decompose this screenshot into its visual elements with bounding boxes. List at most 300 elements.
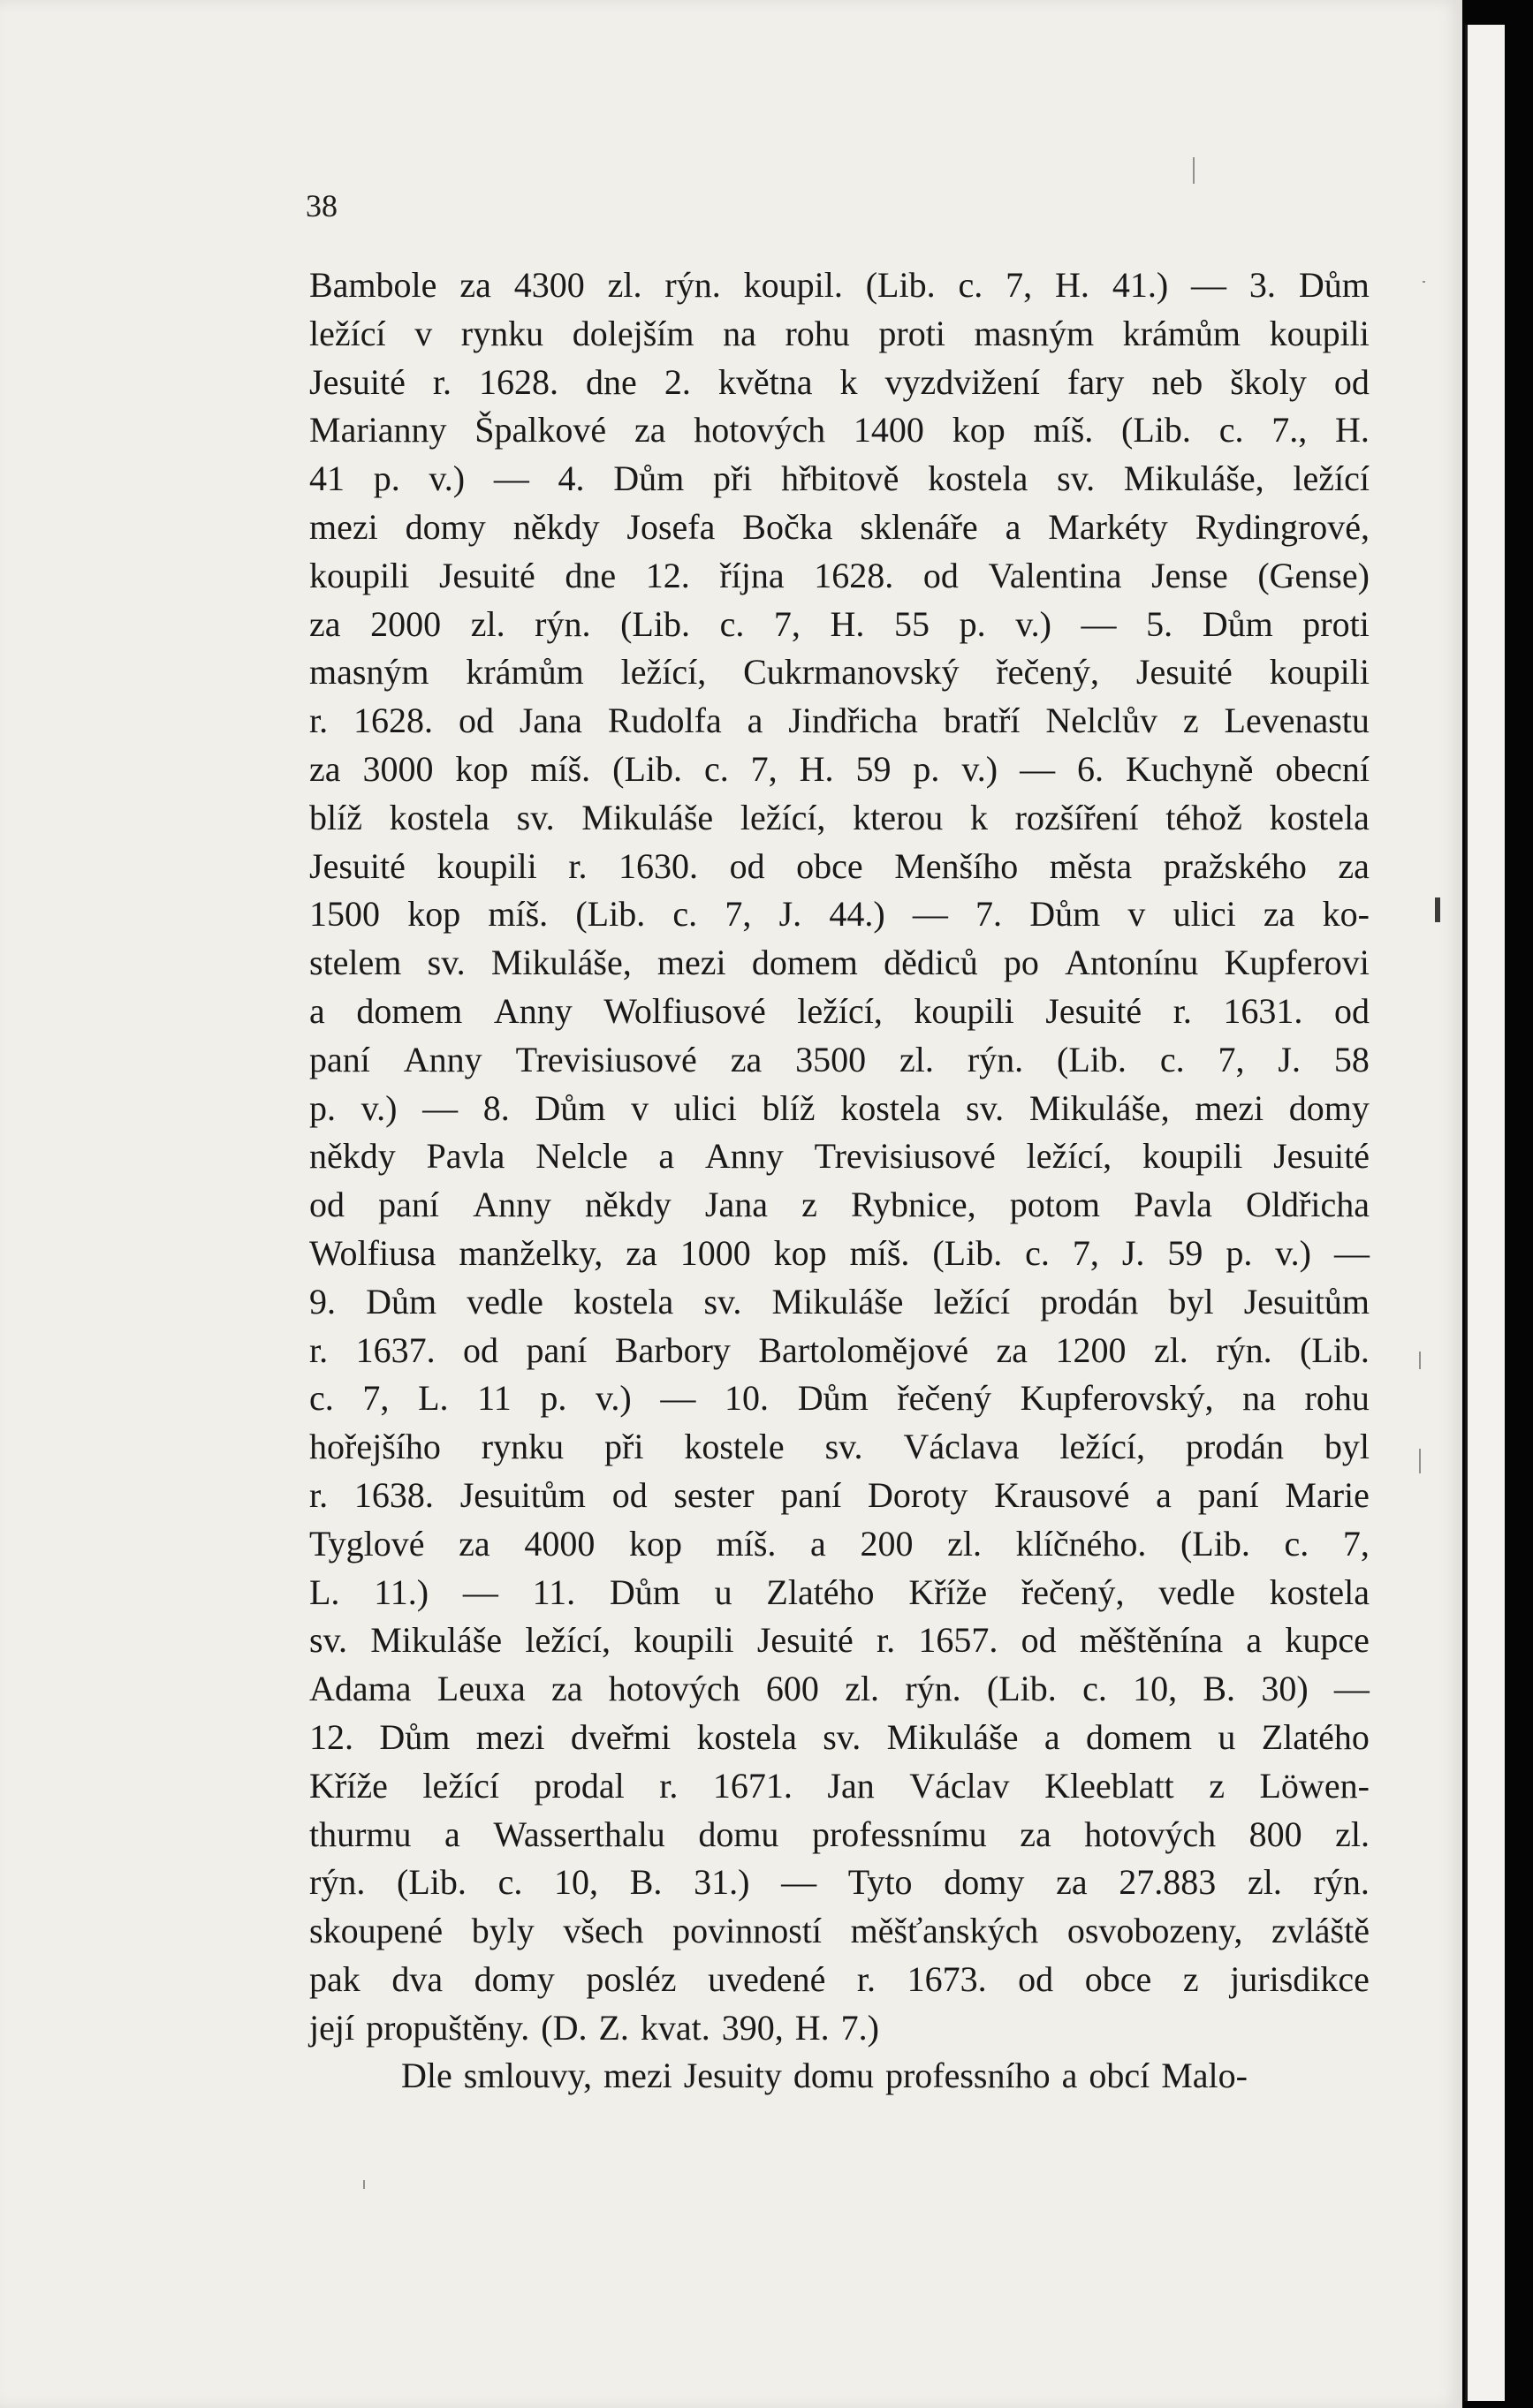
word: 1657. [918, 1620, 998, 1661]
word: Cukrmanovský [743, 652, 960, 693]
word: u [714, 1571, 732, 1612]
word: — [1333, 1669, 1370, 1709]
word: rýn. [967, 1039, 1024, 1079]
word: ležící, [740, 797, 826, 837]
word: Jesuité [1045, 990, 1142, 1031]
word: Nelcle [535, 1136, 628, 1177]
word: města [1049, 845, 1133, 886]
word: p. [913, 748, 940, 789]
word: řečený, [996, 652, 1099, 693]
word: pak [309, 1958, 360, 1999]
word: 3000 [362, 748, 434, 789]
word: Pavla [1134, 1185, 1212, 1225]
word: Z. [598, 2007, 629, 2048]
word: 12. [645, 555, 690, 595]
word: Mikuláše [886, 1716, 1019, 1757]
scan-speck [1193, 157, 1195, 184]
word: Dům [366, 1281, 437, 1321]
word: 59 [855, 748, 892, 789]
word: jurisdikce [1230, 1958, 1370, 1999]
word: L. [309, 1571, 340, 1612]
word: sv. [703, 1281, 742, 1321]
word: byl [1324, 1427, 1370, 1467]
word: Jense [1151, 555, 1228, 595]
word: Krausové [994, 1474, 1130, 1515]
word: dveřmi [570, 1716, 672, 1757]
word: a [444, 1814, 460, 1854]
word: 1400 [853, 410, 924, 451]
word: 1000 [679, 1232, 751, 1273]
word: paní [526, 1329, 588, 1370]
word: pražského [1163, 845, 1307, 886]
word: (D. [541, 2007, 588, 2048]
word: koupili [914, 990, 1014, 1031]
word: za [1056, 1862, 1088, 1903]
word: c. [958, 265, 983, 305]
text-line [309, 1085, 1370, 1133]
word: Valentina [988, 555, 1122, 595]
word: Adama [309, 1669, 412, 1709]
text-line [309, 939, 1370, 988]
word: H. [1055, 265, 1089, 305]
word: kostela [1269, 1571, 1370, 1612]
word: rýn. [309, 1862, 366, 1903]
word: obce [1084, 1958, 1152, 1999]
word: měšťanských [850, 1911, 1039, 1951]
word: domy [474, 1958, 555, 1999]
word: zl. [1153, 1329, 1188, 1370]
word: kop [455, 748, 509, 789]
word: koupili [436, 845, 537, 886]
word: míš. [1033, 410, 1094, 451]
word: kostela [389, 797, 489, 837]
word: vedle [467, 1281, 543, 1321]
text-line [309, 601, 1370, 649]
word: ležící, [1026, 1136, 1112, 1177]
word: rýn. [535, 603, 591, 644]
word: Dům [535, 1087, 606, 1128]
word: prodán [1040, 1281, 1139, 1321]
word: k [969, 797, 988, 837]
word: 59 [1167, 1232, 1203, 1273]
word: povinností [672, 1911, 823, 1951]
word: obecní [1275, 748, 1370, 789]
word: mezi [475, 1716, 545, 1757]
word: po [1003, 943, 1039, 983]
word: (Lib. [1057, 1039, 1127, 1079]
word: všech [563, 1911, 644, 1951]
word: mezi [309, 506, 378, 547]
word: Nelclův [1045, 700, 1157, 741]
word: neb [1151, 361, 1203, 402]
word: Kupferovi [1224, 943, 1370, 983]
word: masným [974, 313, 1095, 353]
word: Trevisiusové [814, 1136, 996, 1177]
word: 4. [558, 458, 585, 499]
word: zvláště [1271, 1911, 1370, 1951]
word: J. [778, 894, 802, 935]
word: Jana [704, 1185, 768, 1225]
word: Mikuláše [581, 797, 714, 837]
word: ulici [673, 1087, 737, 1128]
word: sv. [823, 1716, 861, 1757]
word: fary [1067, 361, 1125, 402]
word: osvobozeny, [1066, 1911, 1243, 1951]
text-line [309, 504, 1370, 552]
word: 2000 [370, 603, 442, 644]
word: Kuchyně [1125, 748, 1254, 789]
text-line [309, 1665, 1370, 1714]
word: někdy [585, 1185, 672, 1225]
word: r. [856, 1958, 877, 1999]
word: 800 [1248, 1814, 1302, 1854]
text-line [309, 455, 1370, 504]
word: od [611, 1474, 648, 1515]
text-line [309, 1423, 1370, 1472]
word: někdy [309, 1136, 396, 1177]
text-line [309, 1374, 1370, 1423]
word: (Lib. [1180, 1523, 1250, 1564]
word: 1671. [712, 1765, 793, 1806]
word: c. [1025, 1232, 1050, 1273]
word: Mikuláše, [1123, 458, 1264, 499]
word: Špalkové [474, 410, 607, 451]
word: rohu [1304, 1378, 1370, 1419]
text-line [309, 1762, 1370, 1811]
word: 1628. [814, 555, 894, 595]
word: Malo- [1161, 2056, 1248, 2096]
word: za [730, 1039, 763, 1079]
word: a [1061, 2056, 1078, 2096]
word: Jesuité [1135, 652, 1233, 693]
text-line [309, 890, 1370, 939]
word: za [1263, 894, 1295, 935]
word: od [1333, 990, 1370, 1031]
word: Anny [493, 990, 573, 1031]
word: od [463, 1329, 499, 1370]
word: Zlatého [766, 1571, 875, 1612]
word: 55 [894, 603, 930, 644]
word: (Lib. [397, 1862, 467, 1903]
word: koupili [309, 555, 410, 595]
body-text [309, 261, 1370, 2101]
word: 41.) [1112, 265, 1169, 305]
word: kvat. [640, 2007, 710, 2048]
word: v.) [360, 1087, 398, 1128]
word: c. [309, 1378, 334, 1419]
word: paní [1197, 1474, 1259, 1515]
word: 41 [309, 458, 345, 499]
word: 1628. [479, 361, 559, 402]
word: Josefa [626, 506, 716, 547]
word: dne [565, 555, 617, 595]
word: ležící, [1059, 1427, 1145, 1467]
word: 1500 [309, 894, 380, 935]
word: při [712, 458, 753, 499]
word: r. [1173, 990, 1192, 1031]
word: c. [1082, 1669, 1107, 1709]
word: ležící [309, 313, 386, 353]
word: Markéty [1048, 506, 1168, 547]
word: z [1209, 1765, 1225, 1806]
word: kop [407, 894, 461, 935]
word: a [1044, 1716, 1060, 1757]
word: za [1020, 1814, 1051, 1854]
word: Bambole [309, 265, 437, 305]
word: p. [540, 1378, 567, 1419]
word: blíž [309, 797, 362, 837]
word: obcí [1089, 2056, 1150, 2096]
word: — [781, 1862, 817, 1903]
word: c. [1159, 1039, 1185, 1079]
word: professnímu [811, 1814, 987, 1854]
word: Bočka [742, 506, 833, 547]
word: od [1018, 1958, 1054, 1999]
word: za [1338, 845, 1370, 886]
word: L. [418, 1378, 449, 1419]
word: z [801, 1185, 817, 1225]
text-line [309, 1278, 1370, 1327]
word: B. [1203, 1669, 1236, 1709]
text-line [309, 746, 1370, 794]
text-line [309, 359, 1370, 407]
word: J. [1121, 1232, 1145, 1273]
word: Dům [797, 1378, 869, 1419]
word: 44.) [829, 894, 885, 935]
word: Tyglové [309, 1523, 425, 1564]
word: Pavla [426, 1136, 505, 1177]
word: p. [959, 603, 986, 644]
word: 7, [1072, 1232, 1099, 1273]
word: 4300 [513, 265, 585, 305]
word: Dům [1029, 894, 1101, 935]
word: 3. [1248, 265, 1276, 305]
text-line [309, 2052, 1370, 2101]
word: 11.) [374, 1571, 429, 1612]
text-line [309, 261, 1370, 310]
word: sester [673, 1474, 755, 1515]
word: Tyto [847, 1862, 913, 1903]
word: (Lib. [612, 748, 682, 789]
word: někdy [512, 506, 600, 547]
word: dědiců [884, 943, 978, 983]
text-line [309, 1907, 1370, 1956]
word: 1200 [1055, 1329, 1127, 1370]
word: řečený [897, 1378, 991, 1419]
word: ležící, [797, 990, 883, 1031]
word: 1638. [353, 1474, 434, 1515]
word: kostela [573, 1281, 674, 1321]
word: ležící, [525, 1620, 611, 1661]
word: 7, [1342, 1523, 1370, 1564]
word: v [414, 313, 433, 353]
word: krámům [466, 652, 584, 693]
word: zl. [1247, 1862, 1282, 1903]
word: c. [719, 603, 745, 644]
word: řečený, [1021, 1571, 1125, 1612]
word: kostele [684, 1427, 785, 1467]
word: Jindřicha [788, 700, 918, 741]
word: rýn. [1216, 1329, 1272, 1370]
word: — [1020, 748, 1056, 789]
word: Marianny [309, 410, 447, 451]
word: Wolfiusové [603, 990, 766, 1031]
word: ko- [1322, 894, 1370, 935]
word: Menšího [894, 845, 1019, 886]
word: Bartoloměјové [758, 1329, 969, 1370]
word: zl. [470, 603, 505, 644]
word: 9. [309, 1281, 336, 1321]
word: 1631. [1223, 990, 1303, 1031]
word: sklenáře [860, 506, 978, 547]
word: za [459, 265, 491, 305]
word: školy [1230, 361, 1307, 402]
word: prodán [1185, 1427, 1284, 1467]
word: B. [629, 1862, 663, 1903]
word: sv. [516, 797, 555, 837]
word: sv. [427, 943, 466, 983]
word: c. [1218, 410, 1244, 451]
word: zl. [607, 265, 642, 305]
word: a [747, 700, 763, 741]
word: od [729, 845, 765, 886]
word: 7. [975, 894, 1003, 935]
word: mezi [603, 2056, 672, 2096]
word: domem [751, 943, 858, 983]
word: r. [877, 1620, 896, 1661]
word: sv. [309, 1620, 347, 1661]
word: (Lib. [932, 1232, 1003, 1273]
word: Dům [379, 1716, 451, 1757]
text-line [309, 1956, 1370, 2004]
word: kostela [696, 1716, 797, 1757]
word: 7, [750, 748, 778, 789]
word: kostela [1269, 797, 1370, 837]
word: října [719, 555, 785, 595]
word: rohu [785, 313, 850, 353]
word: od [1333, 361, 1370, 402]
word: 1673. [907, 1958, 987, 1999]
word: Trevisiusové [515, 1039, 697, 1079]
word: r. [659, 1765, 679, 1806]
word: a [810, 1523, 826, 1564]
word: 7, [362, 1378, 390, 1419]
word: klíčného. [1015, 1523, 1147, 1564]
word: rýn. [1313, 1862, 1370, 1903]
word: (Lib. [620, 603, 690, 644]
word: domy [405, 506, 486, 547]
word: proti [878, 313, 945, 353]
word: a [1156, 1474, 1172, 1515]
word: (Lib. [575, 894, 646, 935]
word: H. [794, 2007, 830, 2048]
word: května [717, 361, 813, 402]
word: a [309, 990, 325, 1031]
word: měštěnína [1079, 1620, 1224, 1661]
word: potom [1009, 1185, 1100, 1225]
word: 6. [1077, 748, 1104, 789]
word: Leuxa [436, 1669, 526, 1709]
word: Oldřicha [1246, 1185, 1370, 1225]
word: — [660, 1378, 696, 1419]
word: 600 [765, 1669, 819, 1709]
text-line [309, 794, 1370, 843]
word: kterou [853, 797, 944, 837]
word: uvedené [708, 1958, 826, 1999]
word: a [1246, 1620, 1263, 1661]
word: H. [799, 748, 834, 789]
word: H. [830, 603, 865, 644]
scan-speck [1419, 1449, 1421, 1473]
word: od [1021, 1620, 1057, 1661]
word: 58 [1333, 1039, 1370, 1079]
word: 11 [477, 1378, 512, 1419]
word: p. [1226, 1232, 1253, 1273]
word: sv. [966, 1087, 1005, 1128]
word: Jesuité [438, 555, 535, 595]
scan-speck [1419, 1352, 1421, 1369]
word: zl. [845, 1669, 880, 1709]
word: sv. [1057, 458, 1096, 499]
text-line [309, 1617, 1370, 1665]
word: r. [309, 1474, 329, 1515]
word: a [1005, 506, 1021, 547]
scan-speck [1423, 281, 1425, 283]
word: Kupferovský, [1020, 1378, 1214, 1419]
word: Jan [827, 1765, 875, 1806]
word: 3500 [795, 1039, 867, 1079]
word: smlouvy, [463, 2056, 592, 2096]
word: blíž [762, 1087, 816, 1128]
word: k [839, 361, 858, 402]
text-line [309, 843, 1370, 891]
word: domy [944, 1862, 1025, 1903]
word: hotových [1084, 1814, 1217, 1854]
word: koupili [1269, 313, 1370, 353]
scan-speck [363, 2180, 365, 2189]
word: (Lib. [865, 265, 936, 305]
word: Mikuláše [771, 1281, 904, 1321]
word: koupili [1142, 1136, 1243, 1177]
word: r. [568, 845, 588, 886]
word: od [309, 1185, 345, 1225]
word: Mikuláše [370, 1620, 503, 1661]
word: Marie [1285, 1474, 1370, 1515]
word: míš. [488, 894, 549, 935]
word: v.) [1275, 1232, 1312, 1273]
word: propuštěny. [366, 2007, 530, 2048]
word: koupili [634, 1620, 734, 1661]
page-number: 38 [306, 188, 338, 223]
word: rýn. [664, 265, 721, 305]
word: 5. [1146, 603, 1173, 644]
word: thurmu [309, 1814, 412, 1854]
word: při [604, 1427, 644, 1467]
word: — [1081, 603, 1117, 644]
word: c. [703, 748, 729, 789]
word: (Gense) [1257, 555, 1370, 595]
word: míš. [849, 1232, 910, 1273]
word: p. [309, 1087, 336, 1128]
word: 31.) [694, 1862, 750, 1903]
word: Dům [613, 458, 685, 499]
word: 10, [1133, 1669, 1178, 1709]
word: r. [309, 1329, 329, 1370]
word: za [309, 748, 341, 789]
word: 200 [860, 1523, 914, 1564]
word: paní [378, 1185, 439, 1225]
text-line [309, 1811, 1370, 1859]
